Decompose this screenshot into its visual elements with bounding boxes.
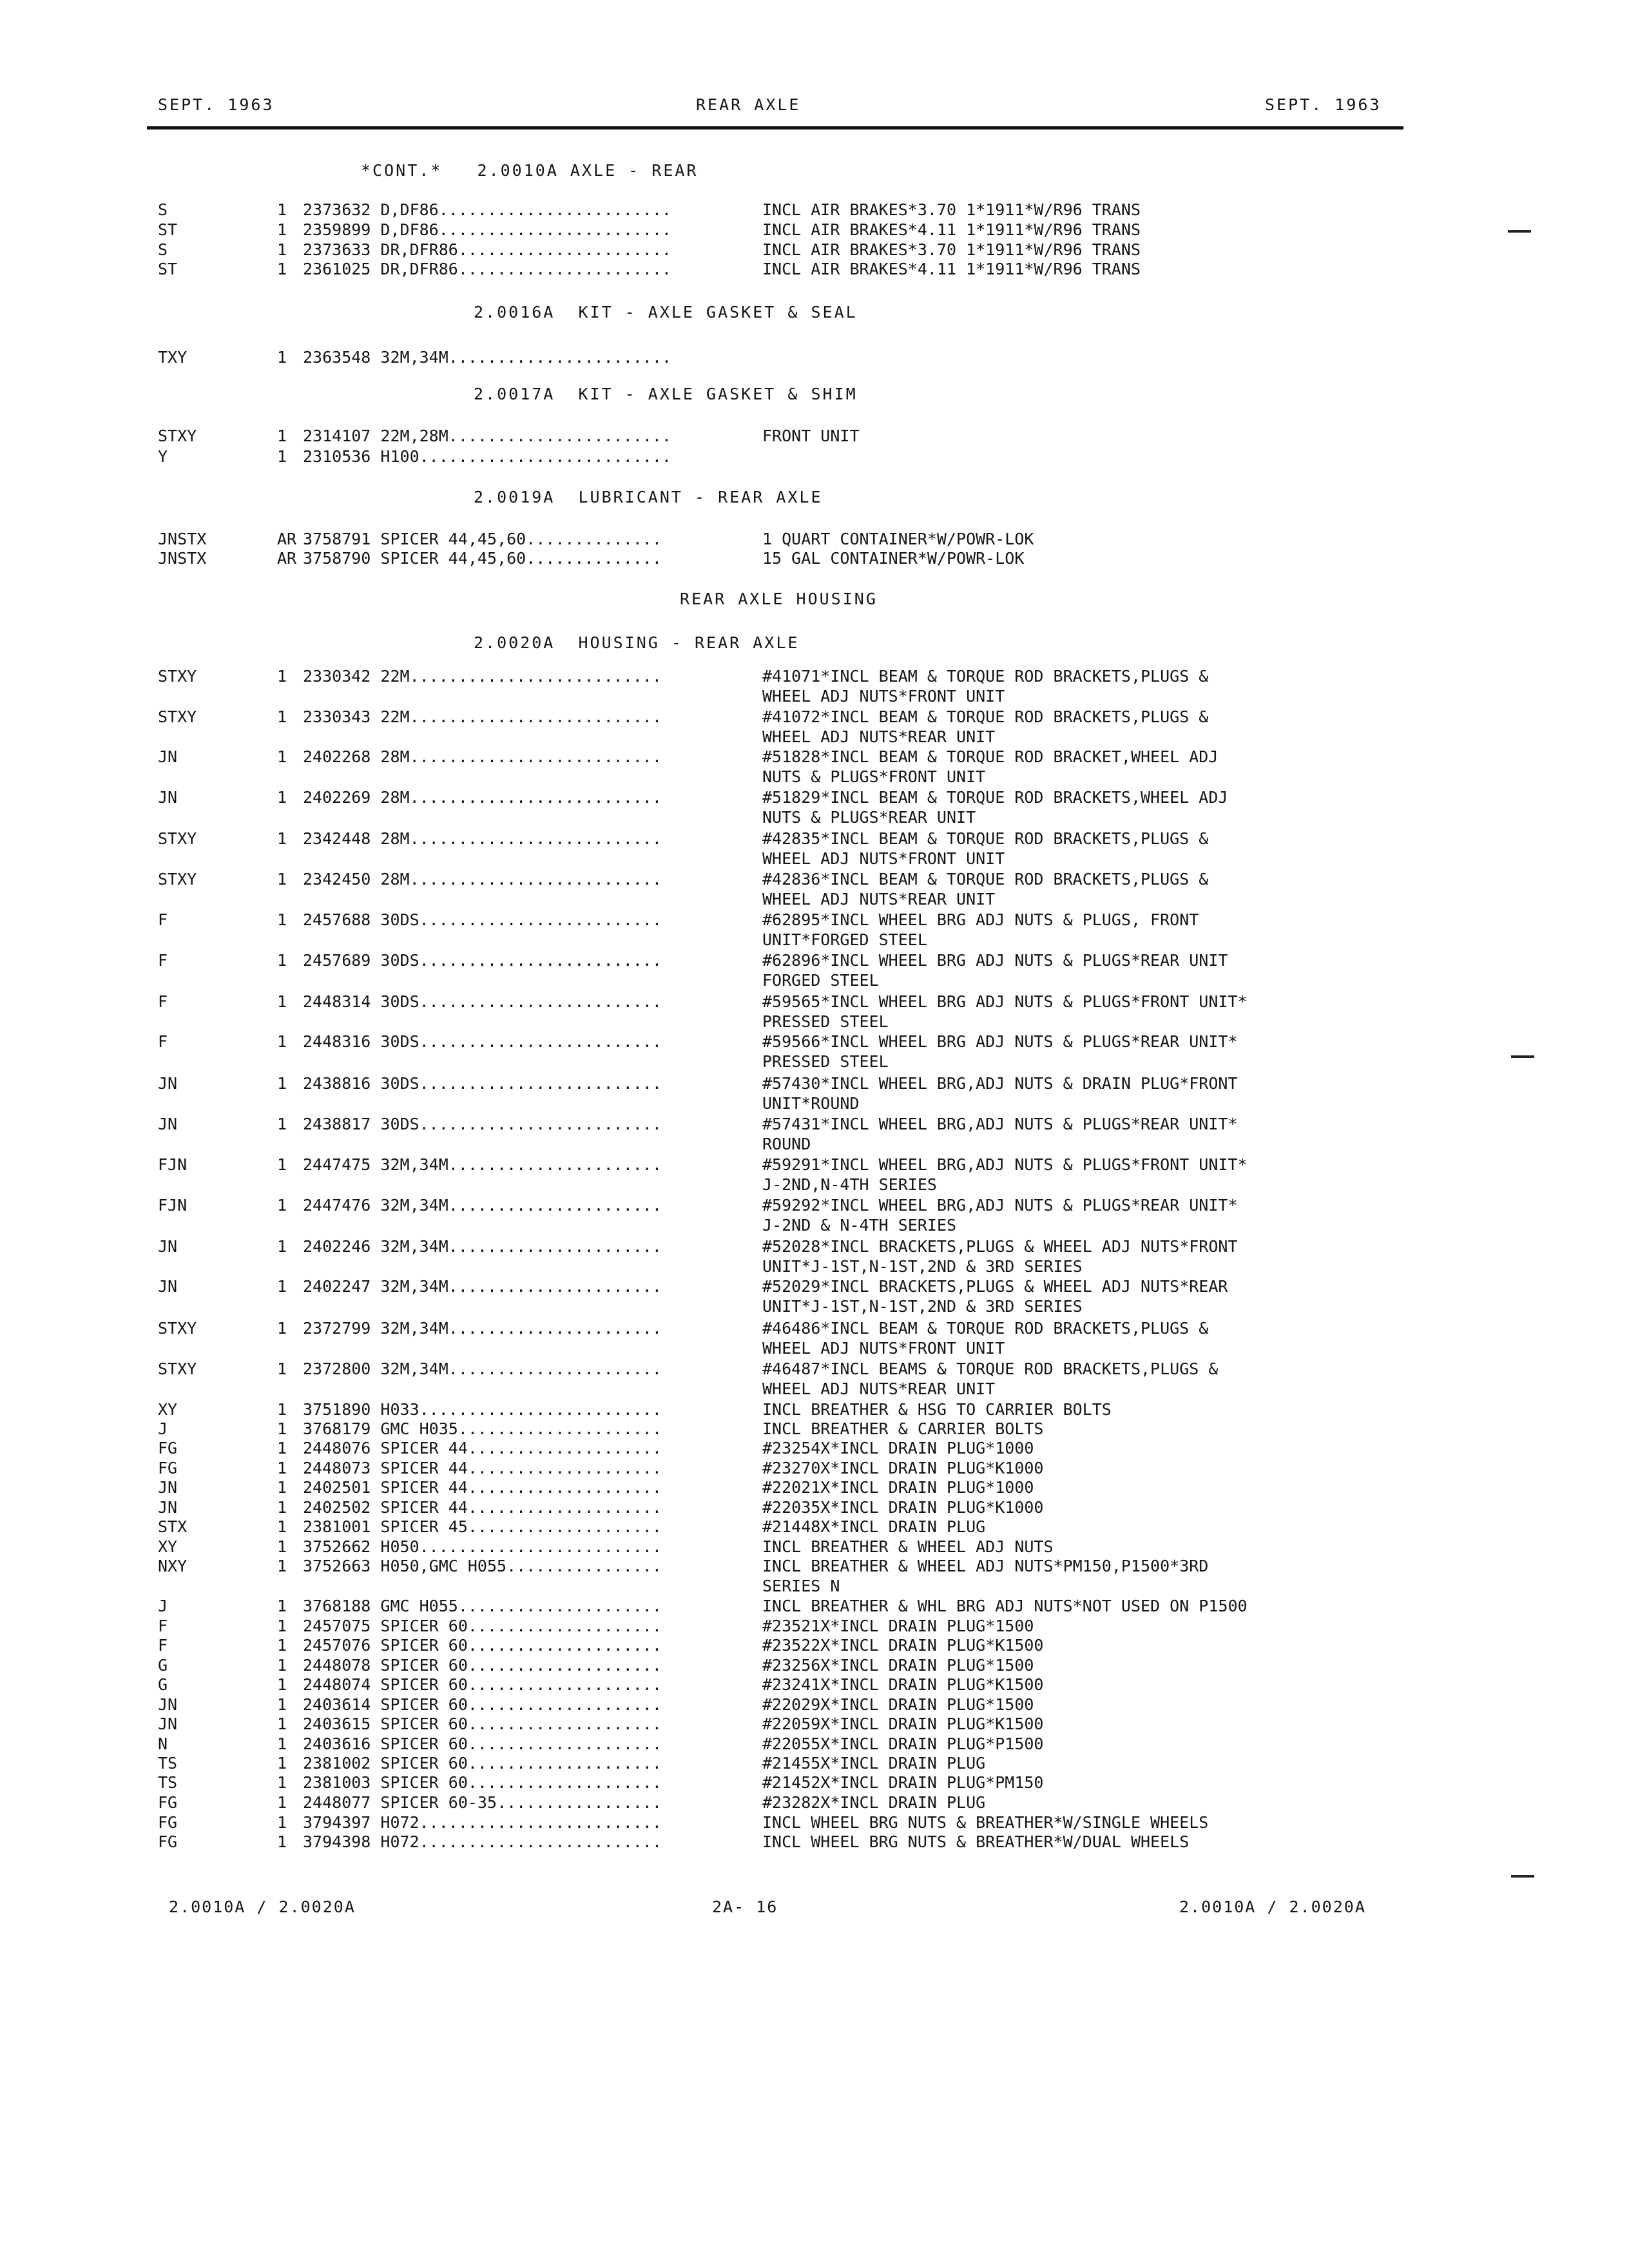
- part-row: [0, 1715, 1629, 1734]
- part-row: [0, 1155, 1629, 1194]
- part-row: [0, 667, 1629, 706]
- part-number-and-application: 3758791 SPICER 44,45,60..............: [303, 530, 662, 548]
- part-note-continued: J-2ND & N-4TH SERIES: [762, 1216, 957, 1235]
- part-number-and-application: 2448073 SPICER 44....................: [303, 1459, 662, 1477]
- part-note: INCL BREATHER & WHEEL ADJ NUTS: [762, 1537, 1054, 1556]
- part-row: [0, 1360, 1629, 1398]
- section-title-kit-gasket-seal: 2.0016A KIT - AXLE GASKET & SEAL: [474, 303, 858, 322]
- part-quantity: 1: [277, 1360, 287, 1378]
- part-note: #22029X*INCL DRAIN PLUG*1500: [762, 1695, 1034, 1714]
- part-model-codes: STXY: [158, 1319, 197, 1338]
- part-number-and-application: 2457075 SPICER 60....................: [303, 1617, 662, 1635]
- part-row: [0, 870, 1629, 908]
- part-quantity: AR: [277, 530, 297, 548]
- header-rule: [147, 126, 1403, 130]
- footer-page-number: 2A- 16: [712, 1898, 778, 1916]
- section-title-lubricant: 2.0019A LUBRICANT - REAR AXLE: [474, 488, 823, 506]
- part-row: [0, 1793, 1629, 1812]
- part-quantity: 1: [277, 1439, 287, 1457]
- part-number-and-application: 3758790 SPICER 44,45,60..............: [303, 549, 662, 568]
- part-note-continued: NUTS & PLUGS*REAR UNIT: [762, 808, 976, 827]
- part-number-and-application: 3768179 GMC H035.....................: [303, 1419, 662, 1438]
- part-note: #21452X*INCL DRAIN PLUG*PM150: [762, 1773, 1044, 1792]
- part-note: #57430*INCL WHEEL BRG,ADJ NUTS & DRAIN PLUG*FRONT: [762, 1074, 1238, 1093]
- section-title-rear-axle-housing: REAR AXLE HOUSING: [680, 590, 878, 608]
- part-note: #23256X*INCL DRAIN PLUG*1500: [762, 1656, 1034, 1675]
- part-quantity: 1: [277, 1813, 287, 1832]
- part-quantity: 1: [277, 1115, 287, 1133]
- part-model-codes: STXY: [158, 667, 197, 686]
- part-note: #41071*INCL BEAM & TORQUE ROD BRACKETS,PLUGS &: [762, 667, 1209, 686]
- part-note: #22035X*INCL DRAIN PLUG*K1000: [762, 1498, 1044, 1517]
- part-note-continued: FORGED STEEL: [762, 971, 879, 990]
- part-number-and-application: 3751890 H033.........................: [303, 1400, 662, 1419]
- part-row: [0, 1537, 1629, 1557]
- part-quantity: 1: [277, 1597, 287, 1615]
- part-model-codes: F: [158, 992, 168, 1011]
- part-note: #23254X*INCL DRAIN PLUG*1000: [762, 1439, 1034, 1457]
- part-model-codes: S: [158, 200, 168, 219]
- part-model-codes: F: [158, 1617, 168, 1635]
- part-note: #22055X*INCL DRAIN PLUG*P1500: [762, 1735, 1044, 1753]
- part-note: #42836*INCL BEAM & TORQUE ROD BRACKETS,PLUGS &: [762, 870, 1209, 889]
- part-quantity: 1: [277, 200, 287, 219]
- part-quantity: 1: [277, 260, 287, 278]
- part-model-codes: G: [158, 1675, 168, 1694]
- part-model-codes: FG: [158, 1793, 178, 1812]
- part-note-continued: WHEEL ADJ NUTS*FRONT UNIT: [762, 849, 1005, 868]
- part-model-codes: FJN: [158, 1155, 188, 1174]
- part-row: [0, 910, 1629, 949]
- part-row: [0, 348, 1629, 367]
- part-quantity: 1: [277, 1537, 287, 1556]
- part-quantity: 1: [277, 1319, 287, 1338]
- part-row: [0, 747, 1629, 786]
- part-note: #42835*INCL BEAM & TORQUE ROD BRACKETS,PLUGS &: [762, 829, 1209, 848]
- part-note-continued: PRESSED STEEL: [762, 1052, 889, 1071]
- part-row: [0, 427, 1629, 446]
- part-number-and-application: 2373632 D,DF86........................: [303, 200, 671, 219]
- part-note: INCL WHEEL BRG NUTS & BREATHER*W/SINGLE WHEELS: [762, 1813, 1209, 1832]
- part-row: [0, 220, 1629, 240]
- part-model-codes: TXY: [158, 348, 188, 367]
- part-model-codes: JN: [158, 1277, 178, 1296]
- header-date-left: SEPT. 1963: [158, 95, 275, 114]
- footer-right: 2.0010A / 2.0020A: [1179, 1898, 1366, 1916]
- part-model-codes: F: [158, 951, 168, 970]
- part-note-continued: J-2ND,N-4TH SERIES: [762, 1175, 937, 1194]
- part-model-codes: NXY: [158, 1557, 188, 1575]
- part-model-codes: FG: [158, 1459, 178, 1477]
- part-note: 1 QUART CONTAINER*W/POWR-LOK: [762, 530, 1034, 548]
- part-model-codes: STX: [158, 1517, 188, 1536]
- part-quantity: 1: [277, 1793, 287, 1812]
- part-quantity: 1: [277, 747, 287, 766]
- part-quantity: 1: [277, 1074, 287, 1093]
- part-number-and-application: 2448314 30DS.........................: [303, 992, 662, 1011]
- part-number-and-application: 2359899 D,DF86........................: [303, 220, 671, 239]
- part-model-codes: STXY: [158, 829, 197, 848]
- part-note: INCL AIR BRAKES*3.70 1*1911*W/R96 TRANS: [762, 200, 1141, 219]
- part-row: [0, 788, 1629, 827]
- part-model-codes: STXY: [158, 870, 197, 889]
- part-quantity: 1: [277, 240, 287, 259]
- part-model-codes: XY: [158, 1537, 178, 1556]
- part-number-and-application: 2330342 22M..........................: [303, 667, 662, 686]
- part-row: [0, 1439, 1629, 1458]
- part-number-and-application: 2448074 SPICER 60....................: [303, 1675, 662, 1694]
- part-row: [0, 1115, 1629, 1153]
- part-row: [0, 1754, 1629, 1773]
- part-quantity: 1: [277, 427, 287, 445]
- part-note-continued: UNIT*FORGED STEEL: [762, 930, 927, 949]
- part-number-and-application: 2403616 SPICER 60....................: [303, 1735, 662, 1753]
- part-quantity: 1: [277, 1715, 287, 1733]
- part-note-continued: SERIES N: [762, 1577, 840, 1595]
- part-note: #51828*INCL BEAM & TORQUE ROD BRACKET,WHEEL ADJ: [762, 747, 1219, 766]
- part-model-codes: JN: [158, 1695, 178, 1714]
- part-model-codes: Y: [158, 447, 168, 466]
- part-note: #21448X*INCL DRAIN PLUG: [762, 1517, 986, 1536]
- part-note: 15 GAL CONTAINER*W/POWR-LOK: [762, 549, 1025, 568]
- part-note: INCL AIR BRAKES*3.70 1*1911*W/R96 TRANS: [762, 240, 1141, 259]
- part-row: [0, 1498, 1629, 1517]
- part-note-continued: ROUND: [762, 1135, 811, 1153]
- part-number-and-application: 3768188 GMC H055.....................: [303, 1597, 662, 1615]
- part-row: [0, 1517, 1629, 1537]
- part-row: [0, 1032, 1629, 1071]
- part-note: #59291*INCL WHEEL BRG,ADJ NUTS & PLUGS*FRONT UNIT*: [762, 1155, 1248, 1174]
- part-row: [0, 1237, 1629, 1276]
- part-model-codes: STXY: [158, 707, 197, 726]
- part-note-continued: WHEEL ADJ NUTS*FRONT UNIT: [762, 687, 1005, 706]
- part-quantity: 1: [277, 1478, 287, 1497]
- part-quantity: AR: [277, 549, 297, 568]
- part-model-codes: F: [158, 1032, 168, 1051]
- part-model-codes: FG: [158, 1832, 178, 1851]
- part-model-codes: XY: [158, 1400, 178, 1419]
- part-note: #57431*INCL WHEEL BRG,ADJ NUTS & PLUGS*REAR UNIT*: [762, 1115, 1238, 1133]
- part-note-continued: WHEEL ADJ NUTS*REAR UNIT: [762, 1379, 996, 1398]
- part-model-codes: J: [158, 1419, 168, 1438]
- part-model-codes: N: [158, 1735, 168, 1753]
- part-row: [0, 1617, 1629, 1636]
- part-note: #46487*INCL BEAMS & TORQUE ROD BRACKETS,PLUGS &: [762, 1360, 1219, 1378]
- part-number-and-application: 2402502 SPICER 44....................: [303, 1498, 662, 1517]
- part-quantity: 1: [277, 707, 287, 726]
- part-quantity: 1: [277, 910, 287, 929]
- part-quantity: 1: [277, 447, 287, 466]
- part-number-and-application: 2403614 SPICER 60....................: [303, 1695, 662, 1714]
- part-row: [0, 1459, 1629, 1478]
- part-note: INCL BREATHER & WHEEL ADJ NUTS*PM150,P1500*3RD: [762, 1557, 1209, 1575]
- part-row: [0, 1419, 1629, 1439]
- part-row: [0, 549, 1629, 568]
- part-number-and-application: 2342450 28M..........................: [303, 870, 662, 889]
- part-number-and-application: 2457688 30DS.........................: [303, 910, 662, 929]
- part-row: [0, 1597, 1629, 1616]
- part-row: [0, 260, 1629, 279]
- part-note: #23270X*INCL DRAIN PLUG*K1000: [762, 1459, 1044, 1477]
- part-note: #46486*INCL BEAM & TORQUE ROD BRACKETS,PLUGS &: [762, 1319, 1209, 1338]
- part-row: [0, 1695, 1629, 1715]
- part-quantity: 1: [277, 1196, 287, 1215]
- part-note: #23522X*INCL DRAIN PLUG*K1500: [762, 1636, 1044, 1655]
- part-model-codes: F: [158, 1636, 168, 1655]
- part-note: #41072*INCL BEAM & TORQUE ROD BRACKETS,PLUGS &: [762, 707, 1209, 726]
- part-note: #23282X*INCL DRAIN PLUG: [762, 1793, 986, 1812]
- part-row: [0, 1832, 1629, 1852]
- part-quantity: 1: [277, 1155, 287, 1174]
- part-quantity: 1: [277, 951, 287, 970]
- part-model-codes: FJN: [158, 1196, 188, 1215]
- part-number-and-application: 2438817 30DS.........................: [303, 1115, 662, 1133]
- part-row: [0, 992, 1629, 1031]
- part-note: #52029*INCL BRACKETS,PLUGS & WHEEL ADJ NUTS*REAR: [762, 1277, 1228, 1296]
- section-title-kit-gasket-shim: 2.0017A KIT - AXLE GASKET & SHIM: [474, 385, 858, 403]
- section-title-axle-rear-cont: *CONT.* 2.0010A AXLE - REAR: [361, 161, 699, 180]
- part-row: [0, 1277, 1629, 1316]
- part-quantity: 1: [277, 1735, 287, 1753]
- part-number-and-application: 2448077 SPICER 60-35.................: [303, 1793, 662, 1812]
- part-note-continued: PRESSED STEEL: [762, 1012, 889, 1031]
- part-number-and-application: 2361025 DR,DFR86......................: [303, 260, 671, 278]
- part-note: #59565*INCL WHEEL BRG ADJ NUTS & PLUGS*FRONT UNIT*: [762, 992, 1248, 1011]
- part-number-and-application: 2310536 H100..........................: [303, 447, 671, 466]
- part-number-and-application: 2402501 SPICER 44....................: [303, 1478, 662, 1497]
- part-note: INCL BREATHER & WHL BRG ADJ NUTS*NOT USED ON P1500: [762, 1597, 1248, 1615]
- part-row: [0, 1557, 1629, 1595]
- part-model-codes: G: [158, 1656, 168, 1675]
- part-note: INCL BREATHER & CARRIER BOLTS: [762, 1419, 1044, 1438]
- part-model-codes: JN: [158, 1237, 178, 1256]
- part-model-codes: JN: [158, 1498, 178, 1517]
- part-note: INCL AIR BRAKES*4.11 1*1911*W/R96 TRANS: [762, 260, 1141, 278]
- part-quantity: 1: [277, 992, 287, 1011]
- part-quantity: 1: [277, 870, 287, 889]
- part-row: [0, 1478, 1629, 1497]
- part-number-and-application: 2438816 30DS.........................: [303, 1074, 662, 1093]
- part-quantity: 1: [277, 1557, 287, 1575]
- part-model-codes: JN: [158, 1074, 178, 1093]
- part-model-codes: JN: [158, 1715, 178, 1733]
- part-model-codes: TS: [158, 1754, 178, 1773]
- part-number-and-application: 2447475 32M,34M......................: [303, 1155, 662, 1174]
- part-number-and-application: 2402246 32M,34M......................: [303, 1237, 662, 1256]
- part-number-and-application: 2447476 32M,34M......................: [303, 1196, 662, 1215]
- part-number-and-application: 2372800 32M,34M......................: [303, 1360, 662, 1378]
- part-quantity: 1: [277, 1695, 287, 1714]
- part-quantity: 1: [277, 1032, 287, 1051]
- part-row: [0, 1735, 1629, 1754]
- part-note-continued: NUTS & PLUGS*FRONT UNIT: [762, 767, 986, 786]
- part-row: [0, 951, 1629, 990]
- part-row: [0, 1813, 1629, 1832]
- part-number-and-application: 2457076 SPICER 60....................: [303, 1636, 662, 1655]
- part-quantity: 1: [277, 1675, 287, 1694]
- part-quantity: 1: [277, 1617, 287, 1635]
- part-model-codes: J: [158, 1597, 168, 1615]
- part-model-codes: STXY: [158, 1360, 197, 1378]
- part-note-continued: UNIT*ROUND: [762, 1094, 860, 1113]
- part-number-and-application: 2402268 28M..........................: [303, 747, 662, 766]
- part-note: #23521X*INCL DRAIN PLUG*1500: [762, 1617, 1034, 1635]
- part-number-and-application: 2363548 32M,34M.......................: [303, 348, 671, 367]
- part-quantity: 1: [277, 1773, 287, 1792]
- part-row: [0, 1773, 1629, 1792]
- part-quantity: 1: [277, 1459, 287, 1477]
- part-quantity: 1: [277, 348, 287, 367]
- part-number-and-application: 2373633 DR,DFR86......................: [303, 240, 671, 259]
- part-quantity: 1: [277, 667, 287, 686]
- header-title: REAR AXLE: [696, 95, 801, 114]
- part-model-codes: FG: [158, 1439, 178, 1457]
- part-quantity: 1: [277, 1419, 287, 1438]
- part-row: [0, 1196, 1629, 1235]
- part-note: #51829*INCL BEAM & TORQUE ROD BRACKETS,WHEEL ADJ: [762, 788, 1228, 807]
- part-note-continued: WHEEL ADJ NUTS*FRONT UNIT: [762, 1339, 1005, 1358]
- part-model-codes: JNSTX: [158, 530, 207, 548]
- part-model-codes: JN: [158, 1115, 178, 1133]
- margin-mark: [1511, 1875, 1534, 1878]
- part-model-codes: ST: [158, 260, 178, 278]
- part-note-continued: UNIT*J-1ST,N-1ST,2ND & 3RD SERIES: [762, 1297, 1083, 1316]
- part-row: [0, 240, 1629, 260]
- part-row: [0, 1074, 1629, 1113]
- part-number-and-application: 2342448 28M..........................: [303, 829, 662, 848]
- part-number-and-application: 2314107 22M,28M.......................: [303, 427, 671, 445]
- part-number-and-application: 2448316 30DS.........................: [303, 1032, 662, 1051]
- margin-mark: [1508, 230, 1531, 233]
- part-quantity: 1: [277, 1277, 287, 1296]
- part-row: [0, 200, 1629, 220]
- part-quantity: 1: [277, 220, 287, 239]
- part-number-and-application: 2381002 SPICER 60....................: [303, 1754, 662, 1773]
- part-number-and-application: 2402269 28M..........................: [303, 788, 662, 807]
- part-number-and-application: 3752662 H050.........................: [303, 1537, 662, 1556]
- part-number-and-application: 2457689 30DS.........................: [303, 951, 662, 970]
- part-note: #59566*INCL WHEEL BRG ADJ NUTS & PLUGS*REAR UNIT*: [762, 1032, 1238, 1051]
- part-quantity: 1: [277, 1517, 287, 1536]
- part-row: [0, 447, 1629, 466]
- part-quantity: 1: [277, 1754, 287, 1773]
- part-note: INCL AIR BRAKES*4.11 1*1911*W/R96 TRANS: [762, 220, 1141, 239]
- part-note: #21455X*INCL DRAIN PLUG: [762, 1754, 986, 1773]
- part-quantity: 1: [277, 788, 287, 807]
- part-model-codes: F: [158, 910, 168, 929]
- part-model-codes: JN: [158, 1478, 178, 1497]
- part-number-and-application: 3794398 H072.........................: [303, 1832, 662, 1851]
- part-number-and-application: 2448078 SPICER 60....................: [303, 1656, 662, 1675]
- part-quantity: 1: [277, 1636, 287, 1655]
- header-date-right: SEPT. 1963: [1265, 95, 1382, 114]
- section-title-housing-rear-axle: 2.0020A HOUSING - REAR AXLE: [474, 633, 800, 652]
- part-note: #22021X*INCL DRAIN PLUG*1000: [762, 1478, 1034, 1497]
- part-quantity: 1: [277, 1656, 287, 1675]
- part-note-continued: WHEEL ADJ NUTS*REAR UNIT: [762, 727, 996, 746]
- part-row: [0, 1675, 1629, 1695]
- part-note: FRONT UNIT: [762, 427, 860, 445]
- part-quantity: 1: [277, 829, 287, 848]
- part-row: [0, 530, 1629, 549]
- part-model-codes: STXY: [158, 427, 197, 445]
- part-note: #62895*INCL WHEEL BRG ADJ NUTS & PLUGS, FRONT: [762, 910, 1199, 929]
- part-row: [0, 1636, 1629, 1655]
- part-model-codes: ST: [158, 220, 178, 239]
- part-model-codes: JNSTX: [158, 549, 207, 568]
- part-note-continued: UNIT*J-1ST,N-1ST,2ND & 3RD SERIES: [762, 1257, 1083, 1276]
- part-number-and-application: 2381003 SPICER 60....................: [303, 1773, 662, 1792]
- part-note: #22059X*INCL DRAIN PLUG*K1500: [762, 1715, 1044, 1733]
- part-note-continued: WHEEL ADJ NUTS*REAR UNIT: [762, 890, 996, 908]
- part-note: #59292*INCL WHEEL BRG,ADJ NUTS & PLUGS*REAR UNIT*: [762, 1196, 1238, 1215]
- part-number-and-application: 2402247 32M,34M......................: [303, 1277, 662, 1296]
- part-number-and-application: 3752663 H050,GMC H055................: [303, 1557, 662, 1575]
- part-quantity: 1: [277, 1400, 287, 1419]
- part-model-codes: JN: [158, 747, 178, 766]
- part-row: [0, 1656, 1629, 1675]
- part-model-codes: TS: [158, 1773, 178, 1792]
- part-model-codes: FG: [158, 1813, 178, 1832]
- part-quantity: 1: [277, 1832, 287, 1851]
- part-model-codes: JN: [158, 788, 178, 807]
- part-row: [0, 829, 1629, 868]
- part-row: [0, 707, 1629, 746]
- footer-left: 2.0010A / 2.0020A: [169, 1898, 356, 1916]
- part-note: #52028*INCL BRACKETS,PLUGS & WHEEL ADJ NUTS*FRONT: [762, 1237, 1238, 1256]
- part-number-and-application: 2403615 SPICER 60....................: [303, 1715, 662, 1733]
- part-note: INCL WHEEL BRG NUTS & BREATHER*W/DUAL WHEELS: [762, 1832, 1190, 1851]
- margin-mark: [1511, 1055, 1534, 1058]
- part-note: INCL BREATHER & HSG TO CARRIER BOLTS: [762, 1400, 1112, 1419]
- part-note: #23241X*INCL DRAIN PLUG*K1500: [762, 1675, 1044, 1694]
- part-number-and-application: 2381001 SPICER 45....................: [303, 1517, 662, 1536]
- part-number-and-application: 3794397 H072.........................: [303, 1813, 662, 1832]
- part-number-and-application: 2330343 22M..........................: [303, 707, 662, 726]
- part-number-and-application: 2448076 SPICER 44....................: [303, 1439, 662, 1457]
- part-quantity: 1: [277, 1237, 287, 1256]
- part-model-codes: S: [158, 240, 168, 259]
- part-quantity: 1: [277, 1498, 287, 1517]
- part-number-and-application: 2372799 32M,34M......................: [303, 1319, 662, 1338]
- part-row: [0, 1400, 1629, 1419]
- part-row: [0, 1319, 1629, 1358]
- part-note: #62896*INCL WHEEL BRG ADJ NUTS & PLUGS*REAR UNIT: [762, 951, 1228, 970]
